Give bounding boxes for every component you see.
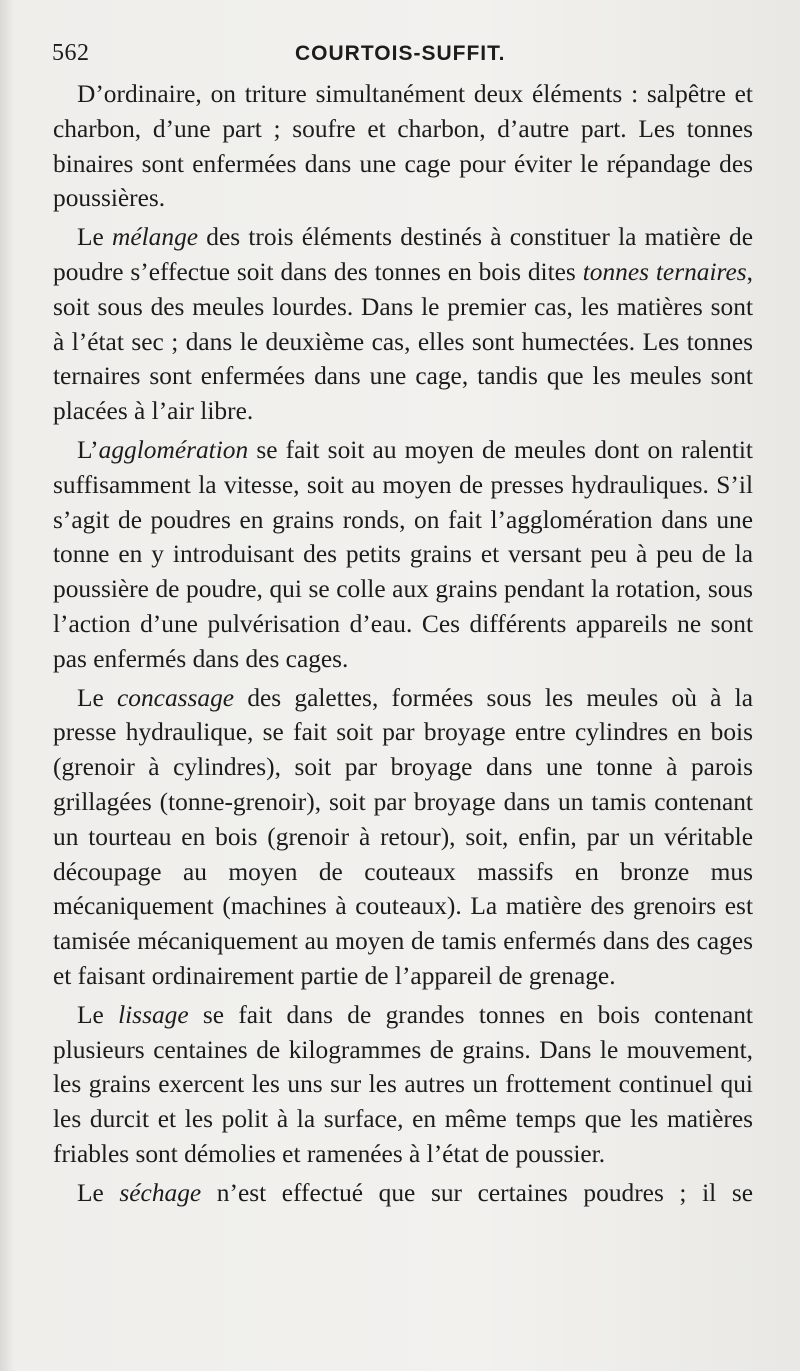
paragraph-term: mélange [112,223,199,252]
running-head: COURTOIS-SUFFIT. [295,42,506,65]
paragraph-lead: Le [77,1178,120,1207]
paragraph-term: séchage [119,1178,202,1207]
paragraph-text: n’est effectué que sur certaines poudres ; il se [201,1178,753,1207]
paragraph-melange [53,220,753,429]
paragraph-concassage [53,681,753,994]
paragraph-text: se fait soit au moyen de meules dont on ralentit suffisamment la vitesse, soit au moyen de presses hydrauliques. S’il s’agit de poudres en grains ronds, on fait l’agglomération dans une tonne en y introduisant des petits grains et versant peu à peu de la poussière de poudre, qui se colle aux grains pendant la rotation, sous l’action d’une pulvérisation d’eau. Ces différents appareils ne sont pas enfermés dans des cages. [53,435,753,673]
paragraph-lead: Le [77,223,113,252]
paragraph-lead: Le [77,1000,119,1029]
paragraph-sechage [53,1176,753,1211]
page-number: 562 [52,40,90,66]
paragraph-text: D’ordinaire, on triture simultanément deux éléments : salpêtre et charbon, d’une part ; soufre et charbon, d’autre part. Les tonnes binaires sont enfermées dans une cage pour éviter le répandage des poussières. [53,80,753,213]
paragraph-term: concassage [117,683,235,712]
paragraph-ordinaire [53,77,753,216]
paragraph-lead: L’ [77,435,99,464]
body-text [53,77,753,1215]
paragraph-term: agglomération [98,435,249,464]
paragraph-lissage [53,998,753,1172]
paragraph-text: des galettes, formées sous les meules où à la presse hydraulique, se fait soit par broyage entre cylindres en bois (grenoir à cylindres), soit par broyage dans une tonne à parois grillagées (tonne-grenoir), soit par broyage dans un tamis contenant un tourteau en bois (grenoir à retour), soit, enfin, par un véritable découpage au moyen de couteaux massifs en bronze mus mécaniquement (machines à couteaux). La matière des grenoirs est tamisée mécaniquement au moyen de tamis enfermés dans des cages et faisant ordinairement partie de l’appareil de grenage. [53,683,753,990]
paragraph-text: des trois éléments destinés à constituer la matière de poudre s’effectue soit dans des tonnes en bois dites tonnes ternaires, soit sous des meules lourdes. Dans le premier cas, les matières sont à l’état sec ; dans le deuxième cas, elles sont humectées. Les tonnes ternaires sont enfermées dans une cage, tandis que les meules sont placées à l’air libre. [53,223,753,426]
paragraph-term: lissage [118,1000,189,1029]
italic-phrase: tonnes ternaires [582,257,747,286]
page-header [52,34,760,66]
paragraph-agglomeration [53,433,753,677]
paragraph-text: se fait dans de grandes tonnes en bois contenant plusieurs centaines de kilogrammes de grains. Dans le mouvement, les grains exercent les uns sur les autres un frottement continuel qui les durcit et les polit à la surface, en même temps que les matières friables sont démolies et ramenées à l’état de poussier. [53,1000,753,1168]
paragraph-lead: Le [77,683,118,712]
